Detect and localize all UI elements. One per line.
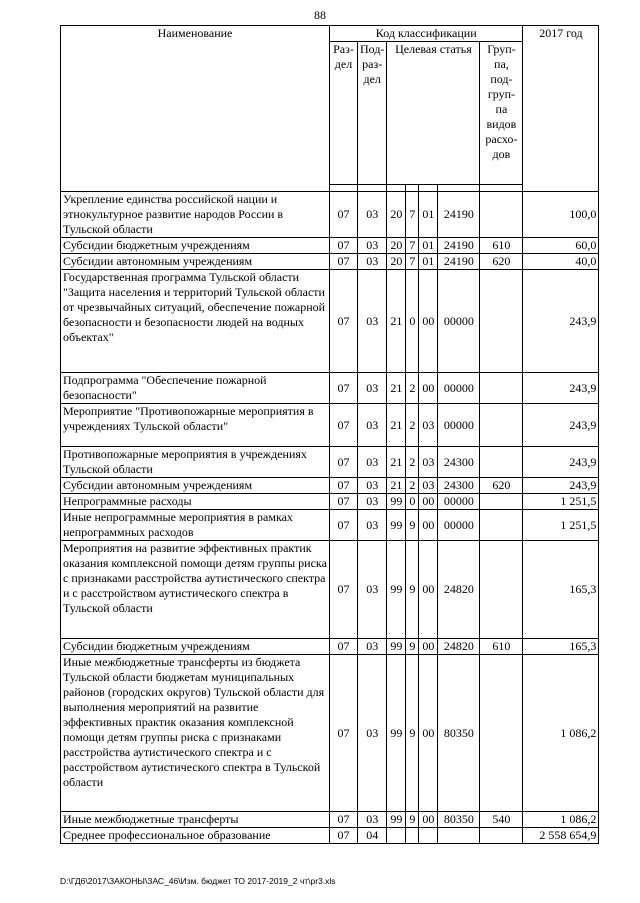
row-target-direction: 24820 (438, 639, 480, 655)
row-target-program: 20 (387, 254, 406, 270)
row-name: Субсидии автономным учреждениям (61, 478, 330, 494)
row-podrazdel: 03 (358, 373, 387, 404)
row-target-direction (438, 828, 480, 844)
row-razdel: 07 (330, 254, 358, 270)
row-razdel: 07 (330, 812, 358, 828)
row-amount: 1 086,2 (523, 655, 599, 812)
row-target-subprogram: 2 (406, 404, 419, 447)
row-razdel: 07 (330, 541, 358, 639)
row-target-subprogram: 9 (406, 639, 419, 655)
row-amount: 243,9 (523, 447, 599, 478)
row-name: Государственная программа Тульской области "Защита населения и территорий Тульской области от чрезвычайных ситуаций, обеспечение пожарной безопасности и безопасности людей на водных объектах" (61, 270, 330, 373)
row-expense-type (480, 373, 523, 404)
row-expense-type (480, 447, 523, 478)
row-expense-type: 540 (480, 812, 523, 828)
row-target-subprogram: 7 (406, 254, 419, 270)
row-podrazdel: 03 (358, 404, 387, 447)
row-podrazdel: 03 (358, 639, 387, 655)
row-podrazdel: 03 (358, 655, 387, 812)
row-target-subprogram: 2 (406, 447, 419, 478)
row-expense-type (480, 655, 523, 812)
row-amount: 2 558 654,9 (523, 828, 599, 844)
table-row (61, 812, 599, 828)
row-razdel: 07 (330, 639, 358, 655)
row-target-subprogram: 2 (406, 373, 419, 404)
row-razdel: 07 (330, 404, 358, 447)
row-target-subprogram: 0 (406, 494, 419, 510)
row-target-program: 21 (387, 373, 406, 404)
row-target-program: 99 (387, 541, 406, 639)
row-amount: 1 251,5 (523, 510, 599, 541)
row-target-program: 21 (387, 404, 406, 447)
row-target-event: 00 (419, 373, 438, 404)
row-target-event: 00 (419, 655, 438, 812)
budget-table (60, 25, 599, 844)
row-target-event: 03 (419, 404, 438, 447)
row-target-direction: 00000 (438, 494, 480, 510)
row-podrazdel: 03 (358, 510, 387, 541)
row-target-event (419, 828, 438, 844)
row-razdel: 07 (330, 373, 358, 404)
row-amount: 60,0 (523, 238, 599, 254)
row-name: Иные межбюджетные трансферты из бюджета Тульской области бюджетам муниципальных районов (городских округов) Тульской области для выполнения мероприятий на развитие эффективных практик оказания комплексной помощи детям группы риска с признаками расстройства аутистического спектра и с расстройством аутистического спектра в Тульской области (61, 655, 330, 812)
row-name: Мероприятия на развитие эффективных практик оказания комплексной помощи детям группы риска с признаками расстройства аутистического спектра и с расстройством аутистического спектра в Тульской области (61, 541, 330, 639)
row-podrazdel: 03 (358, 238, 387, 254)
row-target-direction: 24300 (438, 478, 480, 494)
row-podrazdel: 03 (358, 192, 387, 238)
row-name: Непрограммные расходы (61, 494, 330, 510)
row-target-direction: 24820 (438, 541, 480, 639)
row-target-subprogram: 9 (406, 812, 419, 828)
row-podrazdel: 03 (358, 494, 387, 510)
row-name: Укрепление единства российской нации и этнокультурное развитие народов России в Тульской области (61, 192, 330, 238)
row-podrazdel: 03 (358, 447, 387, 478)
row-amount: 1 251,5 (523, 494, 599, 510)
row-expense-type: 620 (480, 254, 523, 270)
row-expense-type (480, 541, 523, 639)
row-razdel: 07 (330, 447, 358, 478)
row-target-event: 00 (419, 639, 438, 655)
row-target-program: 99 (387, 494, 406, 510)
row-target-program (387, 828, 406, 844)
row-razdel: 07 (330, 655, 358, 812)
header-podrazdel: Под- раз- дел (358, 42, 387, 185)
table-row (61, 541, 599, 639)
header-row-1 (61, 26, 599, 42)
header-name: Наименование (61, 26, 330, 192)
row-amount: 243,9 (523, 404, 599, 447)
row-amount: 243,9 (523, 478, 599, 494)
row-target-event: 00 (419, 494, 438, 510)
header-razdel: Раз- дел (330, 42, 358, 185)
row-target-direction: 24190 (438, 254, 480, 270)
row-target-subprogram: 2 (406, 478, 419, 494)
row-target-program: 20 (387, 192, 406, 238)
row-amount: 100,0 (523, 192, 599, 238)
table-row (61, 494, 599, 510)
row-amount: 40,0 (523, 254, 599, 270)
header-year: 2017 год (523, 26, 599, 192)
footer-file-path: D:\ГД6\2017\ЗАКОНЫ\ЗАС_46\Изм. бюджет ТО 2017-2019_2 чт\pr3.xls (60, 876, 336, 886)
row-target-event: 01 (419, 238, 438, 254)
row-name: Противопожарные мероприятия в учреждениях Тульской области (61, 447, 330, 478)
header-target: Целевая статья (387, 42, 480, 185)
row-target-direction: 80350 (438, 812, 480, 828)
row-target-subprogram: 9 (406, 541, 419, 639)
row-target-program: 99 (387, 812, 406, 828)
row-target-direction: 00000 (438, 373, 480, 404)
row-target-direction: 80350 (438, 655, 480, 812)
row-razdel: 07 (330, 192, 358, 238)
row-target-direction: 00000 (438, 510, 480, 541)
row-target-program: 21 (387, 447, 406, 478)
row-expense-type (480, 404, 523, 447)
header-code-group: Код классификации (330, 26, 523, 42)
row-target-event: 03 (419, 447, 438, 478)
row-expense-type (480, 510, 523, 541)
row-razdel: 07 (330, 510, 358, 541)
row-target-event: 01 (419, 254, 438, 270)
row-expense-type (480, 828, 523, 844)
row-name: Субсидии автономным учреждениям (61, 254, 330, 270)
row-name: Мероприятие "Противопожарные мероприятия в учреждениях Тульской области" (61, 404, 330, 447)
row-name: Субсидии бюджетным учреждениям (61, 238, 330, 254)
row-podrazdel: 03 (358, 541, 387, 639)
row-razdel: 07 (330, 270, 358, 373)
row-podrazdel: 03 (358, 478, 387, 494)
row-target-event: 01 (419, 192, 438, 238)
table-row (61, 238, 599, 254)
page-number: 88 (314, 8, 326, 22)
row-razdel: 07 (330, 828, 358, 844)
row-razdel: 07 (330, 494, 358, 510)
row-amount: 165,3 (523, 541, 599, 639)
row-amount: 165,3 (523, 639, 599, 655)
row-target-program: 99 (387, 655, 406, 812)
table-row (61, 373, 599, 404)
table-row (61, 478, 599, 494)
row-expense-type: 620 (480, 478, 523, 494)
header-vid: Груп- па, под- груп- па видов расхо- дов (480, 42, 523, 185)
row-target-event: 00 (419, 270, 438, 373)
row-name: Субсидии бюджетным учреждениям (61, 639, 330, 655)
row-expense-type (480, 270, 523, 373)
row-expense-type: 610 (480, 639, 523, 655)
row-target-program: 21 (387, 478, 406, 494)
row-target-direction: 24190 (438, 192, 480, 238)
row-target-program: 99 (387, 510, 406, 541)
row-target-subprogram: 9 (406, 510, 419, 541)
row-target-subprogram: 7 (406, 238, 419, 254)
row-target-event: 03 (419, 478, 438, 494)
row-podrazdel: 03 (358, 254, 387, 270)
row-expense-type: 610 (480, 238, 523, 254)
table-row (61, 639, 599, 655)
row-target-program: 20 (387, 238, 406, 254)
row-expense-type (480, 494, 523, 510)
row-target-direction: 24190 (438, 238, 480, 254)
row-amount: 243,9 (523, 270, 599, 373)
row-target-event: 00 (419, 541, 438, 639)
row-target-event: 00 (419, 510, 438, 541)
row-target-event: 00 (419, 812, 438, 828)
row-name: Иные непрограммные мероприятия в рамках непрограммных расходов (61, 510, 330, 541)
table-row (61, 254, 599, 270)
row-podrazdel: 04 (358, 828, 387, 844)
row-target-program: 99 (387, 639, 406, 655)
table-row (61, 192, 599, 238)
row-amount: 243,9 (523, 373, 599, 404)
row-target-direction: 24300 (438, 447, 480, 478)
row-expense-type (480, 192, 523, 238)
row-target-subprogram: 7 (406, 192, 419, 238)
row-target-subprogram: 0 (406, 270, 419, 373)
row-target-program: 21 (387, 270, 406, 373)
row-razdel: 07 (330, 238, 358, 254)
table-row (61, 510, 599, 541)
table-row (61, 404, 599, 447)
table-row (61, 655, 599, 812)
row-target-direction: 00000 (438, 404, 480, 447)
row-name: Иные межбюджетные трансферты (61, 812, 330, 828)
row-name: Подпрограмма "Обеспечение пожарной безопасности" (61, 373, 330, 404)
row-name: Среднее профессиональное образование (61, 828, 330, 844)
table-row (61, 447, 599, 478)
table-row (61, 270, 599, 373)
row-razdel: 07 (330, 478, 358, 494)
row-target-subprogram (406, 828, 419, 844)
row-podrazdel: 03 (358, 270, 387, 373)
row-podrazdel: 03 (358, 812, 387, 828)
row-target-subprogram: 9 (406, 655, 419, 812)
row-target-direction: 00000 (438, 270, 480, 373)
table-row (61, 828, 599, 844)
row-amount: 1 086,2 (523, 812, 599, 828)
